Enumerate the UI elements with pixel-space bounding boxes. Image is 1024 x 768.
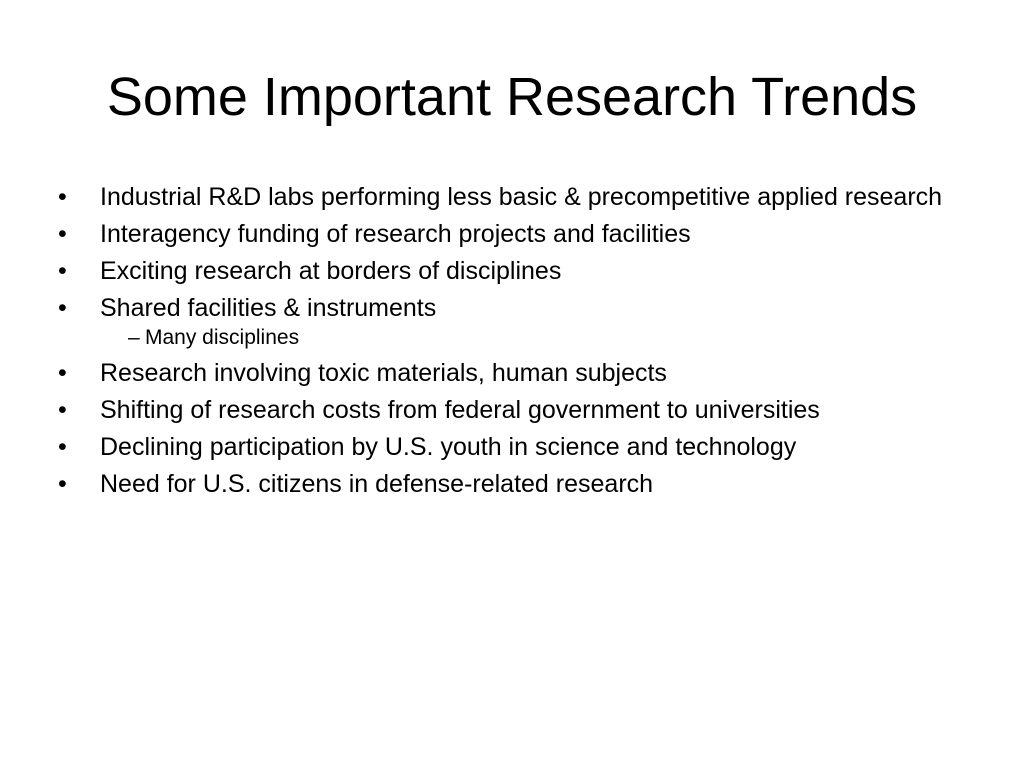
sub-bullet-item	[100, 325, 958, 351]
bullet-icon: •	[58, 220, 67, 248]
bullet-text: Industrial R&D labs performing less basic & precompetitive applied research	[100, 183, 943, 211]
bullet-text: Interagency funding of research projects and facilities	[100, 220, 691, 248]
bullet-text: Research involving toxic materials, human subjects	[100, 359, 667, 387]
bullet-icon: •	[58, 183, 67, 211]
bullet-text: Exciting research at borders of disciplines	[100, 257, 562, 285]
bullet-item	[58, 219, 958, 249]
dash-icon: –	[128, 326, 140, 349]
bullet-item	[58, 293, 958, 351]
bullet-icon: •	[58, 433, 67, 461]
sub-bullet-list	[100, 325, 958, 351]
bullet-item	[58, 256, 958, 286]
bullet-item	[58, 395, 958, 425]
bullet-item	[58, 182, 958, 212]
bullet-item	[58, 469, 958, 499]
bullet-icon: •	[58, 294, 67, 322]
bullet-list	[58, 182, 958, 506]
bullet-icon: •	[58, 359, 67, 387]
bullet-text: Shared facilities & instruments	[100, 294, 437, 322]
sub-bullet-text: Many disciplines	[145, 326, 300, 349]
bullet-icon: •	[58, 396, 67, 424]
bullet-icon: •	[58, 257, 67, 285]
bullet-item	[58, 432, 958, 462]
bullet-text: Need for U.S. citizens in defense-related research	[100, 470, 654, 498]
bullet-text: Shifting of research costs from federal government to universities	[100, 396, 820, 424]
bullet-icon: •	[58, 470, 67, 498]
bullet-item	[58, 358, 958, 388]
slide-title: Some Important Research Trends	[106, 67, 918, 127]
bullet-text: Declining participation by U.S. youth in science and technology	[100, 433, 797, 461]
